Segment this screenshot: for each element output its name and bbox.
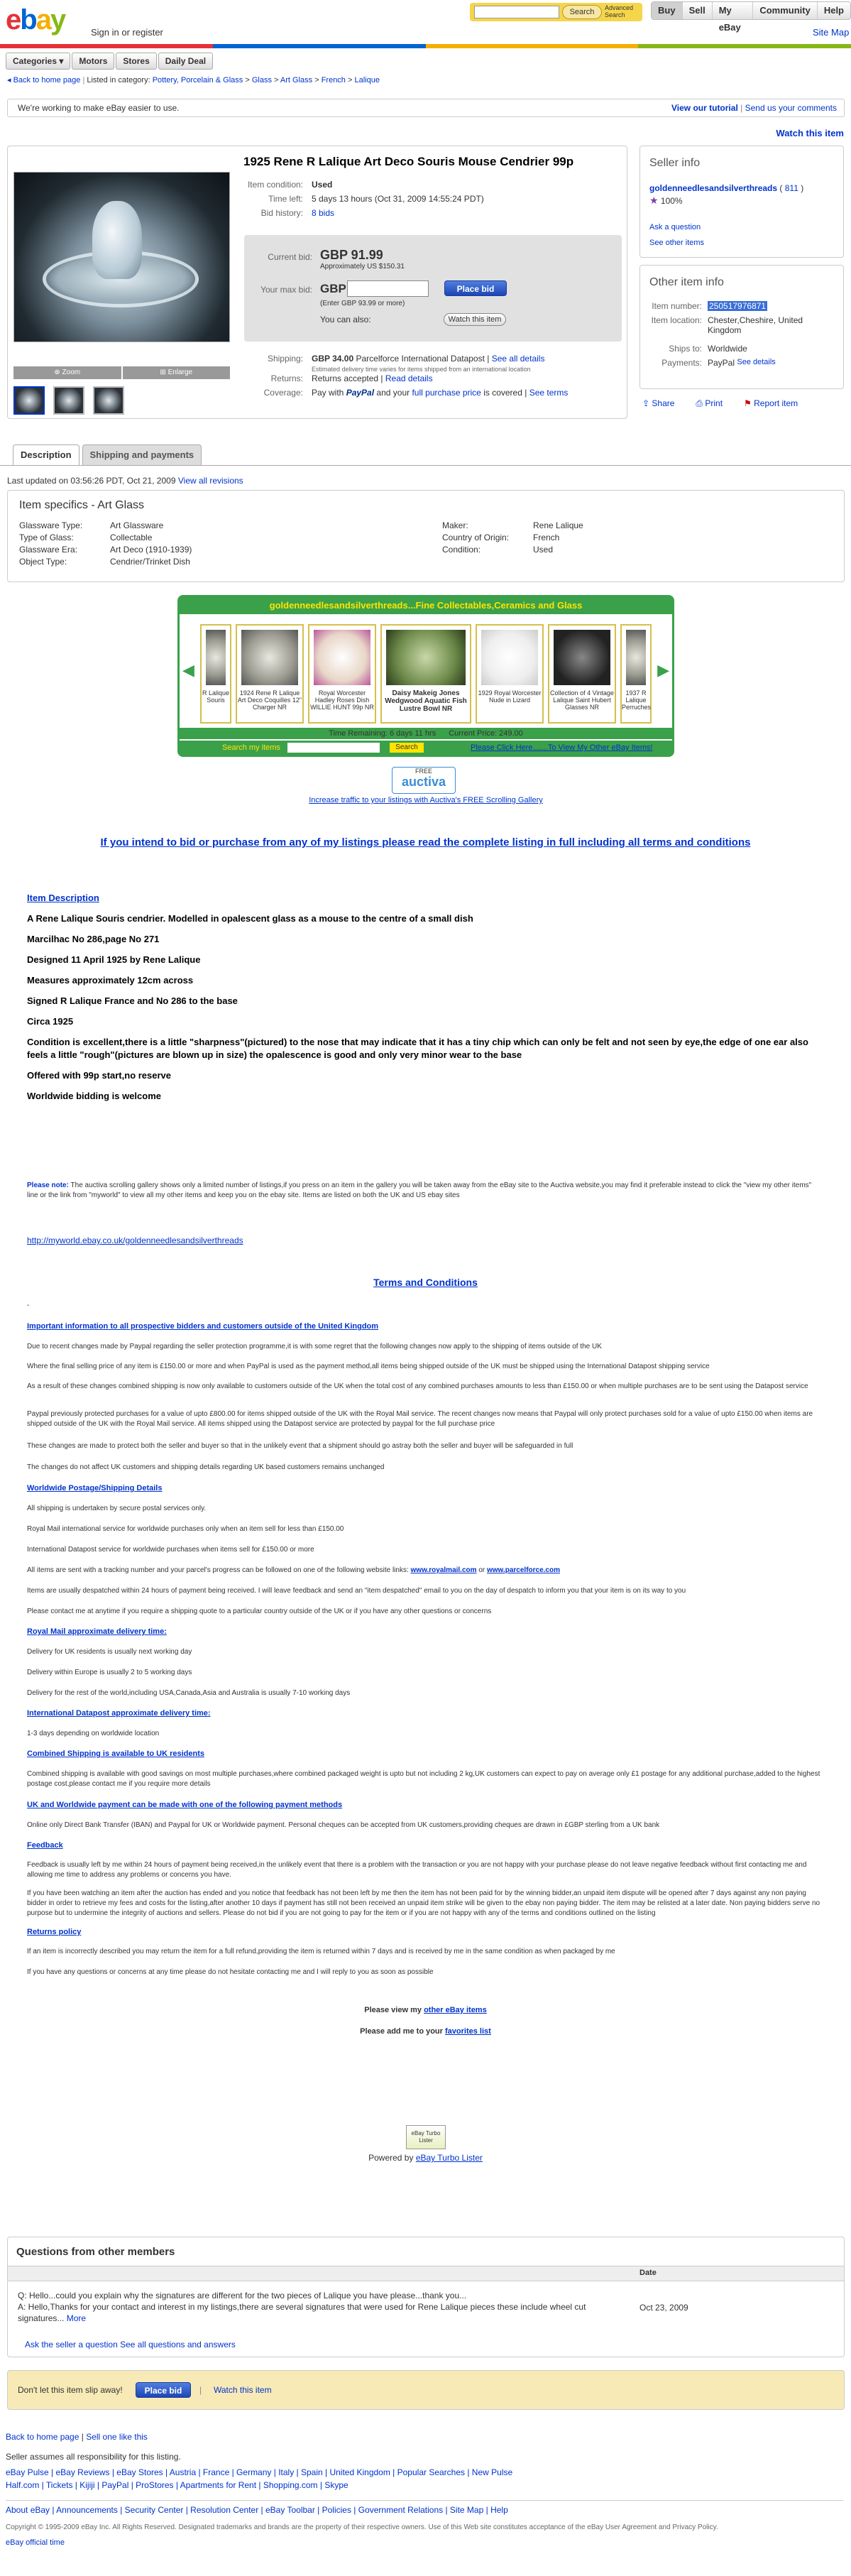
coverage-row: Coverage: Pay with PayPal and your full purchase price is covered | See terms [263, 388, 569, 398]
datapost-heading[interactable]: International Datapost approximate delivery time: [27, 1709, 211, 1718]
terms-heading[interactable]: Terms and Conditions [373, 1277, 478, 1288]
slip-away-bar: Don't let this item slip away! Place bid | Watch this item [7, 2370, 845, 2410]
view-other-items-link[interactable]: Please Click Here.......To View My Other eBay Items! [471, 743, 653, 752]
terms-line: If you have any questions or concerns at any time please do not hesitate contacting me and I will reply to you as soon as possible [27, 1968, 434, 1976]
terms-line: Online only Direct Bank Transfer (IBAN) and Paypal for UK or Worldwide payment. Personal cheques can be accepted from UK customers,providing cheques are drawn in £GBP sterling from a UK bank [27, 1821, 660, 1829]
watch-button[interactable]: Watch this item [444, 313, 506, 326]
seller-info-box: Seller info goldenneedlesandsilverthreads ( 811 ) ★ 100% Ask a question See other items [639, 146, 844, 258]
thumbnail-1[interactable] [13, 386, 45, 415]
gallery-search-input[interactable] [287, 743, 380, 753]
terms-line: If you have been watching an item after the auction has ended and you notice that feedback has not been left by me then the item has not been paid for by the winning bidder,an unpaid item dispute will be opened after 7 days against any non paying bidder in order to retrieve my fees and costs for the listing,after another 10 days if payment has still not been received an unpaid item strike will be given to the ebay non paying bidder. The item may be relisted at a later date. Non paying bidders serve no purpose but to undermine the integrity of auctions and sellers. Please do not bid if you are not going to pay for the item or if you are not happy with any of the terms and conditions outlined on the listing [27, 1889, 820, 1917]
view-items-line: Please view my other eBay items [364, 2006, 487, 2014]
current-bid: GBP 91.99 [320, 248, 383, 262]
terms-line: Combined shipping is available with good savings on most multiple purchases,where combined packaged weight is upto but not including 2 kg,UK customers can expect to pay on average only £1 postage for any additional purchase,added to the highest postage cost,please contact me if you require more details [27, 1770, 820, 1788]
terms-line: Where the final selling price of any item is £150.00 or more and when PayPal is used as the payment method,all items being shipped outside of the UK must be shipped using the International Datapost shipping service [27, 1363, 710, 1370]
terms-dash: - [27, 1301, 30, 1309]
see-details-link[interactable]: See details [737, 358, 776, 366]
tab-shipping-payments[interactable]: Shipping and payments [82, 444, 202, 466]
view-revisions-link[interactable]: View all revisions [177, 476, 243, 486]
terms-line: Delivery for UK residents is usually next working day [27, 1648, 192, 1656]
questions-heading: Questions from other members [16, 2246, 175, 2258]
ask-question-link[interactable]: Ask a question [649, 223, 701, 231]
gallery-search: Search my items Search Please Click Here.......To View My Other eBay Items! [180, 741, 672, 755]
seller-name-link[interactable]: goldenneedlesandsilverthreads [649, 183, 778, 193]
approx-price: Approximately US $150.31 [320, 263, 405, 271]
feedback-percent: 100% [660, 196, 683, 206]
terms-line: Please contact me at anytime if you require a shipping quote to a particular country outside of the UK or if you have any other questions or concerns [27, 1608, 492, 1615]
back-home-link[interactable]: Back to home page [13, 76, 81, 84]
bid-history-row: Bid history: 8 bids [260, 208, 335, 218]
payments-value: PayPal [708, 358, 735, 368]
item-title: 1925 Rene R Lalique Art Deco Souris Mouse Cendrier 99p [243, 155, 574, 168]
other-item-info-box: Other item info Item number: 250517976871 Item location: Chester,Cheshire, United Kingdom Ships to: Worldwide Payments: PayPal See details [639, 265, 844, 389]
footer-sell-one[interactable]: Sell one like this [86, 2432, 148, 2442]
notice-text: We're working to make eBay easier to use. [18, 103, 180, 113]
last-updated: Last updated on 03:56:26 PDT, Oct 21, 2009 View all revisions [7, 476, 243, 486]
auctiva-badge[interactable]: FREE auctiva [392, 767, 456, 794]
auctiva-note: Please note: The auctiva scrolling gallery shows only a limited number of listings,if you press on an item in the gallery you will be taken away from the eBay site to the Auctiva website,you may find it preferable instead to click the "view my other items" line or the link from "myworld" to view all my other items and keep you on the ebay site. Items are listed on both the UK and US ebay sites [27, 1181, 812, 1199]
royalmail-link[interactable]: www.royalmail.com [410, 1566, 477, 1574]
main-item-image[interactable] [13, 172, 230, 342]
flag-icon: ⚑ [744, 398, 754, 408]
desc-line: Signed R Lalique France and No 286 to the base [27, 995, 238, 1006]
category-bar [6, 53, 213, 70]
notice-bar: We're working to make eBay easier to use. View our tutorial | Send us your comments [7, 99, 845, 117]
motors-button[interactable]: Motors [72, 53, 114, 70]
terms-banner-link[interactable]: If you intend to bid or purchase from any of my listings please read the complete listing in full including all terms and conditions [100, 836, 751, 848]
watch-item-link[interactable]: Watch this item [776, 128, 844, 138]
nav-my-ebay[interactable]: My eBay [713, 2, 754, 19]
gallery-item[interactable]: 1924 Rene R Lalique Art Deco Coquilles 12" Charger NR [236, 624, 304, 724]
favorites-line: Please add me to your favorites list [360, 2027, 491, 2036]
scroll-left-icon[interactable]: ◀ [182, 661, 194, 679]
current-price: 249.00 [499, 729, 523, 738]
tab-divider [0, 465, 851, 466]
more-link[interactable]: More [66, 2313, 87, 2323]
official-time-link[interactable]: eBay official time [6, 2538, 65, 2547]
crumb-art-glass[interactable]: Art Glass [280, 76, 313, 84]
auctiva-gallery [177, 595, 674, 757]
favorites-link[interactable]: favorites list [445, 2027, 491, 2036]
shipping-row: Shipping: GBP 34.00 Parcelforce International Datapost | See all details Estimated delivery time varies for items shipped from an international location [267, 354, 545, 373]
condition-value: Used [312, 180, 333, 190]
print-icon: ⎙ [696, 398, 705, 408]
terms-line: Royal Mail international service for worldwide purchases only when an item sell for less than £150.00 [27, 1525, 344, 1533]
desc-line: Worldwide bidding is welcome [27, 1091, 162, 1101]
terms-line: All items are sent with a tracking number and your parcel's progress can be followed on one of the following website links: www.royalmail.com or www.parcelforce.com [27, 1566, 560, 1574]
gallery-item[interactable]: Daisy Makeig Jones Wedgwood Aquatic Fish Lustre Bowl NR [380, 624, 471, 724]
worldwide-heading[interactable]: Worldwide Postage/Shipping Details [27, 1484, 163, 1492]
turbo-lister-link[interactable]: eBay Turbo Lister [415, 2153, 483, 2163]
ships-to: Worldwide [708, 344, 747, 354]
bid-box: Current bid: GBP 91.99 Approximately US $150.31 Your max bid: GBP Place bid (Enter GBP 93.99 or more) You can also: Watch this item [244, 235, 622, 342]
header [0, 0, 851, 48]
nav-community[interactable]: Community [753, 2, 818, 19]
enlarge-button[interactable]: ⊞ Enlarge [123, 366, 231, 379]
nav-help[interactable]: Help [823, 5, 844, 16]
see-other-items-link[interactable]: See other items [649, 239, 705, 247]
parcelforce-link[interactable]: www.parcelforce.com [487, 1566, 560, 1574]
payment-heading[interactable]: UK and Worldwide payment can be made with one of the following payment methods [27, 1801, 343, 1809]
other-ebay-items-link[interactable]: other eBay items [424, 2006, 487, 2014]
date-column-header: Date [639, 2269, 657, 2277]
share-row [642, 398, 798, 409]
footer-links-2[interactable]: Half.com | Tickets | Kijiji | PayPal | ProStores | Apartments for Rent | Shopping.com | Skype [6, 2480, 348, 2490]
scroll-right-icon[interactable]: ▶ [657, 661, 669, 679]
returns-heading[interactable]: Returns policy [27, 1928, 82, 1936]
footer-assumes: Seller assumes all responsibility for this listing. [6, 2452, 181, 2462]
zoom-icon: ⊕ [54, 369, 62, 376]
terms-line: The changes do not affect UK customers and shipping details regarding UK based customers remains unchanged [27, 1463, 385, 1471]
spec-row: Object Type: Cendrier/Trinket Dish [19, 557, 190, 567]
terms-line: Delivery for the rest of the world,including USA,Canada,Asia and Australia is usually 7-10 working days [27, 1689, 351, 1697]
condition-link[interactable]: Condition: [442, 545, 481, 555]
spec-row: Maker: Rene Lalique [442, 520, 583, 530]
search-bar [470, 3, 642, 21]
color-stripe [0, 44, 851, 48]
specifics-heading: Item specifics - Art Glass [19, 499, 145, 511]
gallery-items [194, 624, 658, 724]
breadcrumb: ◂ Back to home page | Listed in category: Pottery, Porcelain & Glass > Glass > Art Glass > French > Lalique [7, 76, 380, 84]
slip-text: Don't let this item slip away! [18, 2385, 123, 2395]
categories-button[interactable]: Categories ▾ [6, 53, 70, 70]
returns-row: Returns: Returns accepted | Read details [270, 373, 433, 383]
tab-description[interactable]: Description [13, 444, 79, 466]
advanced-search-link[interactable]: Advanced Search [605, 4, 634, 18]
item-number: 250517976871 [709, 301, 767, 311]
gallery-item[interactable]: R Lalique Souris [200, 624, 231, 724]
thumbnail-3[interactable] [93, 386, 124, 415]
ask-links [25, 2340, 236, 2349]
gallery-item[interactable]: Royal Worcester Hadley Roses Dish WILLIE HUNT 99p NR [308, 624, 376, 724]
listed-in-label: Listed in category: [87, 76, 150, 84]
tab-bar [13, 444, 202, 466]
item-location: Chester,Cheshire, United Kingdom [708, 315, 803, 335]
search-input[interactable] [474, 6, 559, 18]
gallery-item[interactable]: Collection of 4 Vintage Lalique Saint Hubert Glasses NR [548, 624, 616, 724]
desc-line: Marcilhac No 286,page No 271 [27, 934, 160, 944]
gallery-item[interactable]: 1937 R Lalique Perruches [620, 624, 652, 724]
answer-date: Oct 23, 2009 [639, 2303, 688, 2313]
question-text: Q: Hello...could you explain why the signatures are different for the two pieces of Lalique you have please...thank you... [18, 2291, 467, 2301]
terms-line: 1-3 days depending on worldwide location [27, 1730, 160, 1737]
nav-buy[interactable]: Buy [652, 2, 683, 19]
condition-row: Item condition: Used [247, 180, 333, 190]
footer-back-home[interactable]: Back to home page [6, 2432, 79, 2442]
you-can-also: You can also: [320, 315, 371, 324]
turbo-lister-logo: eBay Turbo Lister [406, 2125, 446, 2149]
gallery-search-button[interactable]: Search [390, 743, 424, 753]
star-icon: ★ [649, 195, 659, 206]
ask-seller-link[interactable]: Ask the seller a question [25, 2340, 118, 2349]
desc-line: A Rene Lalique Souris cendrier. Modelled in opalescent glass as a mouse to the centre of a small dish [27, 913, 473, 924]
desc-line: Measures approximately 12cm across [27, 975, 194, 986]
max-bid-input[interactable] [347, 280, 429, 297]
desc-line: Condition is excellent,there is a little "sharpness"(pictured) to the nose that may indicate that it has a tiny chip which can only be felt and not seen by eye,the edge of one ear also feels a little "rough"(pictures are blown up in size) the opalescence is good and only very minor wear to the base [27, 1037, 808, 1060]
spec-row: Type of Glass: Collectable [19, 533, 153, 542]
desc-line: Circa 1925 [27, 1016, 74, 1027]
slip-watch-link[interactable]: Watch this item [214, 2385, 272, 2395]
place-bid-button[interactable]: Place bid [444, 280, 507, 296]
bid-history-link[interactable]: 8 bids [312, 208, 335, 218]
questions-box [7, 2237, 845, 2357]
thumbnail-strip [13, 386, 124, 415]
read-details-link[interactable]: Read details [385, 373, 433, 383]
feedback-score[interactable]: 811 [784, 183, 798, 193]
report-item-link[interactable]: ⚑ Report item [744, 398, 798, 408]
daily-deal-button[interactable]: Daily Deal [158, 53, 213, 70]
enter-hint: (Enter GBP 93.99 or more) [320, 300, 405, 307]
currency-label: GBP [320, 282, 346, 295]
full-price-link[interactable]: full purchase price [412, 388, 481, 398]
time-remaining: 6 days 11 hrs [389, 729, 437, 738]
back-arrow-icon: ◂ [7, 76, 11, 84]
terms-line: Feedback is usually left by me within 24 hours of payment being received,in the unlikely event that there is a problem with the transaction or you are not happy with your purchase please do not leave negative feedback without first contacting me and allowing me time to address any problems or concerns you have. [27, 1861, 807, 1879]
footer-links-3[interactable]: About eBay | Announcements | Security Center | Resolution Center | eBay Toolbar | Policies | Government Relations | Site Map | Help [6, 2500, 843, 2515]
comments-link[interactable]: Send us your comments [745, 103, 837, 113]
crumb-lalique[interactable]: Lalique [354, 76, 380, 84]
see-all-questions-link[interactable]: See all questions and answers [120, 2340, 236, 2349]
time-left-row: Time left: 5 days 13 hours (Oct 31, 2009 14:55:24 PDT) [268, 194, 484, 204]
spec-row: Country of Origin: French [442, 533, 560, 542]
item-specifics-box [7, 490, 845, 582]
desc-line: Designed 11 April 1925 by Rene Lalique [27, 954, 201, 965]
terms-line: Paypal previously protected purchases for a value of upto £800.00 for items shipped outside of the UK with the Royal Mail service. The recent changes now means that Paypal will only protect purchases sold for a value of upto £150.00 when items are shipped outside of the UK with the Royal Mail service. All items shipped using the Datapost service are protected by paypal for the full purchase price [27, 1410, 813, 1428]
combined-heading[interactable]: Combined Shipping is available to UK residents [27, 1750, 204, 1758]
time-left-value: 5 days 13 hours (Oct 31, 2009 14:55:24 PDT) [312, 194, 484, 204]
terms-line: As a result of these changes combined shipping is now only available to customers outside of the UK when the total cost of any combined purchases amounts to less than £150.00 or when multiple purchases are to be sent using the Datapost service [27, 1382, 808, 1390]
share-icon: ⇪ [642, 398, 652, 408]
thumbnail-2[interactable] [53, 386, 84, 415]
important-heading[interactable]: Important information to all prospective bidders and customers outside of the United Kingdom [27, 1322, 379, 1331]
gallery-status-bar: Time Remaining: 6 days 11 hrs Current Price: 249.00 [180, 728, 672, 739]
tutorial-link[interactable]: View our tutorial [671, 103, 738, 113]
copyright: Copyright © 1995-2009 eBay Inc. All Rights Reserved. Designated trademarks and brands are the property of their respective owners. Use of this Web site constitutes acceptance of the eBay User Agreement and Privacy Policy. [6, 2523, 718, 2531]
print-link[interactable]: ⎙ Print [696, 398, 723, 408]
terms-line: These changes are made to protect both the seller and buyer so that in the unlikely event that a shipment should go astray both the seller and buyer will be safeguarded in full [27, 1442, 573, 1450]
paypal-logo: PayPal [346, 388, 375, 398]
share-link[interactable]: ⇪ Share [642, 398, 675, 408]
other-info-heading: Other item info [649, 276, 724, 288]
zoom-button[interactable]: ⊕ Zoom [13, 366, 121, 379]
see-terms-link[interactable]: See terms [529, 388, 569, 398]
slip-place-bid-button[interactable]: Place bid [136, 2382, 191, 2398]
terms-line: International Datapost service for worldwide purchases when items sell for £150.00 or more [27, 1546, 314, 1554]
nav-sell[interactable]: Sell [683, 2, 713, 19]
item-box [7, 146, 627, 419]
enlarge-icon: ⊞ [160, 369, 168, 376]
ebay-logo[interactable]: ebay [6, 4, 65, 36]
terms-line: If an item is incorrectly described you may return the item for a full refund,providing the item is returned within 7 days and is received by me in the same condition as when packaged by me [27, 1948, 615, 1955]
answer-text: A: Hello,Thanks for your contact and interest in my listings,there are several signatures that were used for Rene Lalique pieces these include wheel cut signatures... More [18, 2302, 586, 2323]
desc-line: Offered with 99p start,no reserve [27, 1070, 172, 1081]
crumb-french[interactable]: French [321, 76, 346, 84]
terms-line: Items are usually despatched within 24 hours of payment being received. I will leave feedback and send an "item despatched" email to you on the day of despatch to inform you that your item is on its way to you [27, 1587, 686, 1595]
footer-links-1[interactable]: eBay Pulse | eBay Reviews | eBay Stores | Austria | France | Germany | Italy | Spain | United Kingdom | Popular Searches | New Pulse [6, 2467, 513, 2477]
powered-by: Powered by eBay Turbo Lister [368, 2153, 483, 2163]
terms-line: All shipping is undertaken by secure postal services only. [27, 1505, 207, 1512]
myworld-link[interactable]: http://myworld.ebay.co.uk/goldenneedlesandsilverthreads [27, 1235, 243, 1245]
sign-in-link[interactable]: Sign in or register [91, 27, 163, 38]
terms-line: Delivery within Europe is usually 2 to 5 working days [27, 1669, 192, 1676]
item-description-heading[interactable]: Item Description [27, 893, 99, 903]
search-button[interactable]: Search [562, 5, 602, 19]
image-controls [13, 366, 230, 379]
royal-mail-heading[interactable]: Royal Mail approximate delivery time: [27, 1627, 167, 1636]
seller-heading: Seller info [649, 157, 701, 169]
crumb-glass[interactable]: Glass [251, 76, 272, 84]
site-map-link[interactable]: Site Map [813, 27, 850, 38]
footer: Back to home page | Sell one like this Seller assumes all responsibility for this listing. eBay Pulse | eBay Reviews | eBay Stores | Austria | France | Germany | Italy | Spain | United Kingdom | Popular Searches | New Pulse Half.com | Tickets | Kijiji | PayPal | ProStores | Apartments for Rent | Shopping.com | Skype About eBay | Announcements | Security Center | Resolution Center | eBay Toolbar | Policies | Government Relations | Site Map | Help Copyright © 1995-2009 eBay Inc. All Rights Reserved. Designated trademarks and brands are the property of their respective owners. Use of this Web site constitutes acceptance of the eBay User Agreement and Privacy Policy. eBay official time [6, 2432, 843, 2547]
gallery-title: goldenneedlesandsilverthreads...Fine Collectables,Ceramics and Glass [180, 597, 672, 614]
spec-row: Condition: Used [442, 545, 554, 555]
crumb-pottery[interactable]: Pottery, Porcelain & Glass [152, 76, 243, 84]
stores-button[interactable]: Stores [116, 53, 156, 70]
spec-row: Glassware Era: Art Deco (1910-1939) [19, 545, 192, 555]
see-all-details-link[interactable]: See all details [491, 354, 545, 364]
gallery-item[interactable]: 1929 Royal Worcester Nude in Lizard [476, 624, 544, 724]
spec-row: Glassware Type: Art Glassware [19, 520, 164, 530]
feedback-heading[interactable]: Feedback [27, 1841, 63, 1850]
auctiva-link[interactable]: Increase traffic to your listings with Auctiva's FREE Scrolling Gallery [309, 796, 543, 804]
terms-line: Due to recent changes made by Paypal regarding the seller protection programme,it is with some regret that the following changes now apply to the shipping of items outside of the UK [27, 1343, 602, 1350]
